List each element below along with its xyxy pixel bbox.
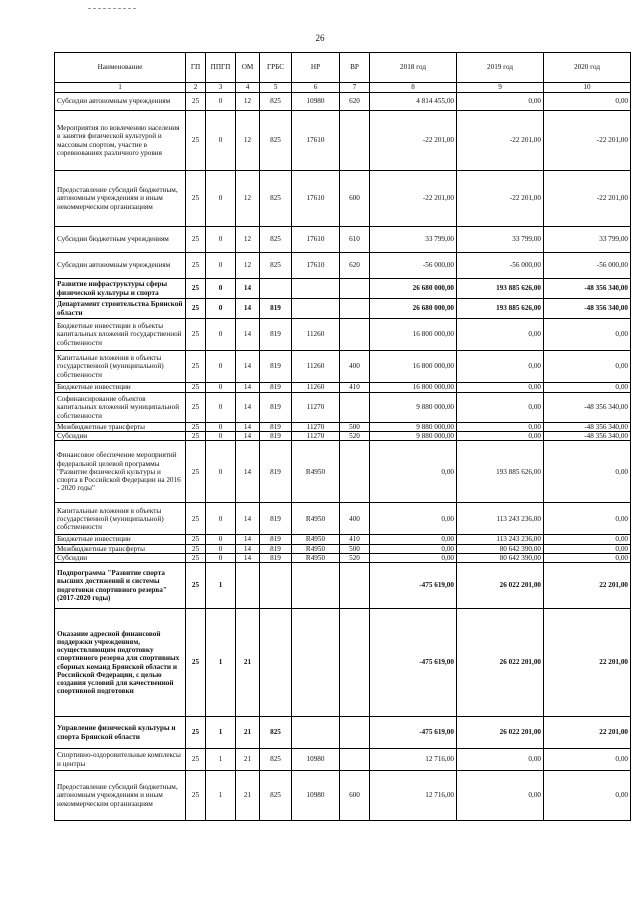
column-number: 1: [55, 83, 186, 93]
header-cell: ГП: [186, 53, 206, 83]
page-number: 26: [315, 33, 325, 43]
amount-2020: -22 201,00: [544, 111, 631, 171]
amount-2018: 4 814 455,00: [370, 93, 457, 111]
amount-2019: 80 642 390,00: [457, 544, 544, 553]
om-cell: 14: [236, 393, 260, 423]
amount-2019: 0,00: [457, 771, 544, 821]
om-cell: 21: [236, 771, 260, 821]
amount-2020: -48 356 340,00: [544, 393, 631, 423]
nr-cell: [292, 299, 340, 319]
om-cell: 14: [236, 535, 260, 544]
grbs-cell: 819: [260, 553, 292, 562]
table-row: [55, 383, 631, 393]
header-cell: ВР: [340, 53, 370, 83]
gp-cell: 25: [186, 717, 206, 749]
grbs-cell: 819: [260, 423, 292, 432]
gp-cell: 25: [186, 383, 206, 393]
amount-2019: 0,00: [457, 423, 544, 432]
amount-2019: 193 885 626,00: [457, 299, 544, 319]
gp-cell: 25: [186, 535, 206, 544]
amount-2019: -22 201,00: [457, 171, 544, 227]
row-name: Предоставление субсидий бюджетным, автономным учреждениям и иным некоммерческим организациям: [55, 771, 186, 821]
ppgp-cell: 0: [206, 535, 236, 544]
row-name: Управление физической культуры и спорта Брянской области: [55, 717, 186, 749]
column-number: 5: [260, 83, 292, 93]
om-cell: 14: [236, 441, 260, 503]
gp-cell: 25: [186, 299, 206, 319]
amount-2018: 12 716,00: [370, 771, 457, 821]
amount-2018: -475 619,00: [370, 609, 457, 717]
amount-2019: 0,00: [457, 432, 544, 441]
amount-2020: 33 799,00: [544, 227, 631, 253]
amount-2019: 113 243 236,00: [457, 535, 544, 544]
header-cell: 2020 год: [544, 53, 631, 83]
vr-cell: 620: [340, 93, 370, 111]
header-cell: НР: [292, 53, 340, 83]
row-name: Субсидии бюджетным учреждениям: [55, 227, 186, 253]
nr-cell: [292, 717, 340, 749]
ppgp-cell: 0: [206, 544, 236, 553]
vr-cell: [340, 319, 370, 351]
nr-cell: [292, 609, 340, 717]
amount-2020: 0,00: [544, 383, 631, 393]
om-cell: 14: [236, 279, 260, 299]
vr-cell: [340, 111, 370, 171]
nr-cell: 10980: [292, 771, 340, 821]
nr-cell: [292, 279, 340, 299]
vr-cell: 520: [340, 553, 370, 562]
om-cell: 14: [236, 351, 260, 383]
amount-2020: 0,00: [544, 351, 631, 383]
header-cell: 2018 год: [370, 53, 457, 83]
table-row: [55, 535, 631, 544]
amount-2020: 0,00: [544, 544, 631, 553]
grbs-cell: 819: [260, 393, 292, 423]
nr-cell: 10980: [292, 93, 340, 111]
ppgp-cell: 0: [206, 319, 236, 351]
amount-2018: 0,00: [370, 553, 457, 562]
om-cell: 21: [236, 717, 260, 749]
column-number-row: [55, 83, 631, 93]
grbs-cell: 819: [260, 299, 292, 319]
grbs-cell: 825: [260, 749, 292, 771]
amount-2020: -22 201,00: [544, 171, 631, 227]
nr-cell: [292, 563, 340, 609]
ppgp-cell: 0: [206, 299, 236, 319]
gp-cell: 25: [186, 749, 206, 771]
amount-2019: 193 885 626,00: [457, 441, 544, 503]
table-row: [55, 432, 631, 441]
om-cell: 14: [236, 299, 260, 319]
nr-cell: 11260: [292, 351, 340, 383]
amount-2020: 0,00: [544, 441, 631, 503]
amount-2018: 9 880 000,00: [370, 393, 457, 423]
row-name: Межбюджетные трансферты: [55, 423, 186, 432]
grbs-cell: [260, 563, 292, 609]
gp-cell: 25: [186, 563, 206, 609]
gp-cell: 25: [186, 553, 206, 562]
row-name: Бюджетные инвестиции: [55, 535, 186, 544]
om-cell: 14: [236, 432, 260, 441]
ppgp-cell: 0: [206, 93, 236, 111]
table-row: [55, 299, 631, 319]
table-row: [55, 93, 631, 111]
vr-cell: 400: [340, 503, 370, 535]
row-name: Капитальные вложения в объекты государственной (муниципальной) собственности: [55, 503, 186, 535]
om-cell: 14: [236, 423, 260, 432]
table-row: [55, 503, 631, 535]
vr-cell: 520: [340, 432, 370, 441]
nr-cell: R4950: [292, 503, 340, 535]
row-name: Субсидии: [55, 432, 186, 441]
vr-cell: 500: [340, 423, 370, 432]
grbs-cell: 819: [260, 351, 292, 383]
amount-2019: 193 885 626,00: [457, 279, 544, 299]
row-name: Субсидии автономным учреждениям: [55, 253, 186, 279]
amount-2019: 26 022 201,00: [457, 717, 544, 749]
table-row: [55, 253, 631, 279]
column-number: 8: [370, 83, 457, 93]
amount-2019: 26 022 201,00: [457, 563, 544, 609]
vr-cell: 610: [340, 227, 370, 253]
vr-cell: 600: [340, 771, 370, 821]
ppgp-cell: 1: [206, 771, 236, 821]
row-name: Капитальные вложения в объекты государственной (муниципальной) собственности: [55, 351, 186, 383]
grbs-cell: 825: [260, 93, 292, 111]
gp-cell: 25: [186, 441, 206, 503]
amount-2019: 0,00: [457, 383, 544, 393]
ppgp-cell: 1: [206, 563, 236, 609]
gp-cell: 25: [186, 609, 206, 717]
ppgp-cell: 1: [206, 609, 236, 717]
ppgp-cell: 0: [206, 253, 236, 279]
table-row: [55, 171, 631, 227]
nr-cell: R4950: [292, 544, 340, 553]
om-cell: 21: [236, 609, 260, 717]
amount-2019: -56 000,00: [457, 253, 544, 279]
amount-2020: -48 356 340,00: [544, 423, 631, 432]
row-name: Софинансирование объектов капитальных вложений муниципальной собственности: [55, 393, 186, 423]
table-row: [55, 351, 631, 383]
table-row: [55, 544, 631, 553]
amount-2019: 113 243 236,00: [457, 503, 544, 535]
ppgp-cell: 0: [206, 171, 236, 227]
gp-cell: 25: [186, 432, 206, 441]
om-cell: 21: [236, 749, 260, 771]
vr-cell: [340, 441, 370, 503]
nr-cell: 11270: [292, 432, 340, 441]
column-number: 6: [292, 83, 340, 93]
nr-cell: 17610: [292, 227, 340, 253]
row-name: Департамент строительства Брянской области: [55, 299, 186, 319]
om-cell: 12: [236, 93, 260, 111]
vr-cell: 500: [340, 544, 370, 553]
header-cell: 2019 год: [457, 53, 544, 83]
ppgp-cell: 1: [206, 749, 236, 771]
amount-2019: 0,00: [457, 93, 544, 111]
nr-cell: 17610: [292, 171, 340, 227]
amount-2018: -475 619,00: [370, 563, 457, 609]
row-name: Развитие инфраструктуры сферы физической культуры и спорта: [55, 279, 186, 299]
vr-cell: [340, 299, 370, 319]
row-name: Подпрограмма "Развитие спорта высших достижений и системы подготовки спортивного резерва" (2017-2020 годы): [55, 563, 186, 609]
amount-2018: 0,00: [370, 535, 457, 544]
gp-cell: 25: [186, 111, 206, 171]
gp-cell: 25: [186, 351, 206, 383]
row-name: Спортивно-оздоровительные комплексы и центры: [55, 749, 186, 771]
scan-mark: [88, 8, 136, 9]
ppgp-cell: 0: [206, 423, 236, 432]
nr-cell: 11270: [292, 393, 340, 423]
column-number: 3: [206, 83, 236, 93]
gp-cell: 25: [186, 503, 206, 535]
om-cell: [236, 563, 260, 609]
header-cell: ОМ: [236, 53, 260, 83]
table-row: [55, 749, 631, 771]
ppgp-cell: 0: [206, 553, 236, 562]
table-row: [55, 393, 631, 423]
gp-cell: 25: [186, 319, 206, 351]
budget-table: [54, 52, 631, 821]
vr-cell: 410: [340, 535, 370, 544]
vr-cell: [340, 279, 370, 299]
om-cell: 12: [236, 111, 260, 171]
table-row: [55, 279, 631, 299]
grbs-cell: 819: [260, 319, 292, 351]
amount-2020: -48 356 340,00: [544, 432, 631, 441]
amount-2019: -22 201,00: [457, 111, 544, 171]
ppgp-cell: 0: [206, 393, 236, 423]
om-cell: 12: [236, 171, 260, 227]
amount-2018: 0,00: [370, 441, 457, 503]
row-name: Мероприятия по вовлечению населения в занятия физической культурой и массовым спортом, участие в соревнованиях различного уровня: [55, 111, 186, 171]
header-cell: Наименование: [55, 53, 186, 83]
grbs-cell: 819: [260, 544, 292, 553]
amount-2020: -48 356 340,00: [544, 299, 631, 319]
column-number: 10: [544, 83, 631, 93]
om-cell: 14: [236, 383, 260, 393]
amount-2018: 33 799,00: [370, 227, 457, 253]
amount-2020: 22 201,00: [544, 717, 631, 749]
amount-2018: -22 201,00: [370, 171, 457, 227]
gp-cell: 25: [186, 171, 206, 227]
table-row: [55, 227, 631, 253]
ppgp-cell: 0: [206, 383, 236, 393]
amount-2019: 0,00: [457, 393, 544, 423]
amount-2019: 33 799,00: [457, 227, 544, 253]
grbs-cell: 825: [260, 171, 292, 227]
grbs-cell: 819: [260, 441, 292, 503]
vr-cell: [340, 609, 370, 717]
amount-2018: -22 201,00: [370, 111, 457, 171]
gp-cell: 25: [186, 771, 206, 821]
amount-2018: 12 716,00: [370, 749, 457, 771]
grbs-cell: 825: [260, 111, 292, 171]
om-cell: 12: [236, 227, 260, 253]
ppgp-cell: 0: [206, 441, 236, 503]
gp-cell: 25: [186, 279, 206, 299]
table-row: [55, 717, 631, 749]
om-cell: 12: [236, 253, 260, 279]
amount-2020: 0,00: [544, 93, 631, 111]
amount-2020: 22 201,00: [544, 563, 631, 609]
amount-2020: 0,00: [544, 535, 631, 544]
header-cell: ГРБС: [260, 53, 292, 83]
nr-cell: R4950: [292, 535, 340, 544]
row-name: Субсидии автономным учреждениям: [55, 93, 186, 111]
vr-cell: [340, 563, 370, 609]
ppgp-cell: 0: [206, 227, 236, 253]
vr-cell: 620: [340, 253, 370, 279]
gp-cell: 25: [186, 227, 206, 253]
grbs-cell: 819: [260, 503, 292, 535]
amount-2020: 0,00: [544, 749, 631, 771]
table-row: [55, 563, 631, 609]
nr-cell: 11270: [292, 423, 340, 432]
amount-2020: 0,00: [544, 319, 631, 351]
grbs-cell: 825: [260, 771, 292, 821]
table-row: [55, 111, 631, 171]
grbs-cell: [260, 279, 292, 299]
amount-2020: -56 000,00: [544, 253, 631, 279]
grbs-cell: 825: [260, 717, 292, 749]
table-row: [55, 609, 631, 717]
om-cell: 14: [236, 319, 260, 351]
vr-cell: 410: [340, 383, 370, 393]
amount-2018: -475 619,00: [370, 717, 457, 749]
column-number: 7: [340, 83, 370, 93]
table-row: [55, 423, 631, 432]
ppgp-cell: 0: [206, 432, 236, 441]
table-row: [55, 771, 631, 821]
amount-2018: 16 800 000,00: [370, 319, 457, 351]
amount-2019: 80 642 390,00: [457, 553, 544, 562]
table-row: [55, 441, 631, 503]
om-cell: 14: [236, 553, 260, 562]
gp-cell: 25: [186, 253, 206, 279]
amount-2018: 26 680 000,00: [370, 279, 457, 299]
gp-cell: 25: [186, 423, 206, 432]
amount-2019: 0,00: [457, 319, 544, 351]
table-row: [55, 553, 631, 562]
amount-2019: 0,00: [457, 351, 544, 383]
om-cell: 14: [236, 503, 260, 535]
gp-cell: 25: [186, 93, 206, 111]
amount-2018: 16 800 000,00: [370, 383, 457, 393]
amount-2018: -56 000,00: [370, 253, 457, 279]
vr-cell: 600: [340, 171, 370, 227]
grbs-cell: [260, 609, 292, 717]
vr-cell: [340, 749, 370, 771]
column-number: 4: [236, 83, 260, 93]
amount-2020: 0,00: [544, 771, 631, 821]
ppgp-cell: 0: [206, 503, 236, 535]
amount-2018: 26 680 000,00: [370, 299, 457, 319]
header-row: [55, 53, 631, 83]
row-name: Предоставление субсидий бюджетным, автономным учреждениям и иным некоммерческим организациям: [55, 171, 186, 227]
grbs-cell: 825: [260, 227, 292, 253]
nr-cell: 11260: [292, 383, 340, 393]
row-name: Бюджетные инвестиции: [55, 383, 186, 393]
row-name: Субсидии: [55, 553, 186, 562]
amount-2018: 0,00: [370, 544, 457, 553]
amount-2018: 0,00: [370, 503, 457, 535]
grbs-cell: 819: [260, 535, 292, 544]
amount-2019: 26 022 201,00: [457, 609, 544, 717]
row-name: Бюджетные инвестиции в объекты капитальных вложений государственной собственности: [55, 319, 186, 351]
amount-2020: 0,00: [544, 553, 631, 562]
row-name: Финансовое обеспечение мероприятий федеральной целевой программы "Развитие физической культуры и спорта в Российской Федерации на 2016 - 2020 годы": [55, 441, 186, 503]
amount-2018: 16 800 000,00: [370, 351, 457, 383]
ppgp-cell: 0: [206, 351, 236, 383]
vr-cell: 400: [340, 351, 370, 383]
ppgp-cell: 1: [206, 717, 236, 749]
gp-cell: 25: [186, 393, 206, 423]
column-number: 9: [457, 83, 544, 93]
nr-cell: 17610: [292, 111, 340, 171]
nr-cell: R4950: [292, 441, 340, 503]
nr-cell: 10980: [292, 749, 340, 771]
grbs-cell: 819: [260, 432, 292, 441]
amount-2020: 22 201,00: [544, 609, 631, 717]
ppgp-cell: 0: [206, 111, 236, 171]
amount-2020: 0,00: [544, 503, 631, 535]
nr-cell: 11260: [292, 319, 340, 351]
nr-cell: R4950: [292, 553, 340, 562]
row-name: Межбюджетные трансферты: [55, 544, 186, 553]
header-cell: ППГП: [206, 53, 236, 83]
column-number: 2: [186, 83, 206, 93]
row-name: Оказание адресной финансовой поддержки учреждениям, осуществляющим подготовку спортивного резерва для спортивных сборных команд Брянской области и Российской Федерации, с целью создания условий для качественной спортивной подготовки: [55, 609, 186, 717]
table-row: [55, 319, 631, 351]
om-cell: 14: [236, 544, 260, 553]
ppgp-cell: 0: [206, 279, 236, 299]
grbs-cell: 819: [260, 383, 292, 393]
vr-cell: [340, 393, 370, 423]
amount-2018: 9 880 000,00: [370, 423, 457, 432]
gp-cell: 25: [186, 544, 206, 553]
nr-cell: 17610: [292, 253, 340, 279]
amount-2020: -48 356 340,00: [544, 279, 631, 299]
amount-2018: 9 880 000,00: [370, 432, 457, 441]
grbs-cell: 825: [260, 253, 292, 279]
amount-2019: 0,00: [457, 749, 544, 771]
vr-cell: [340, 717, 370, 749]
